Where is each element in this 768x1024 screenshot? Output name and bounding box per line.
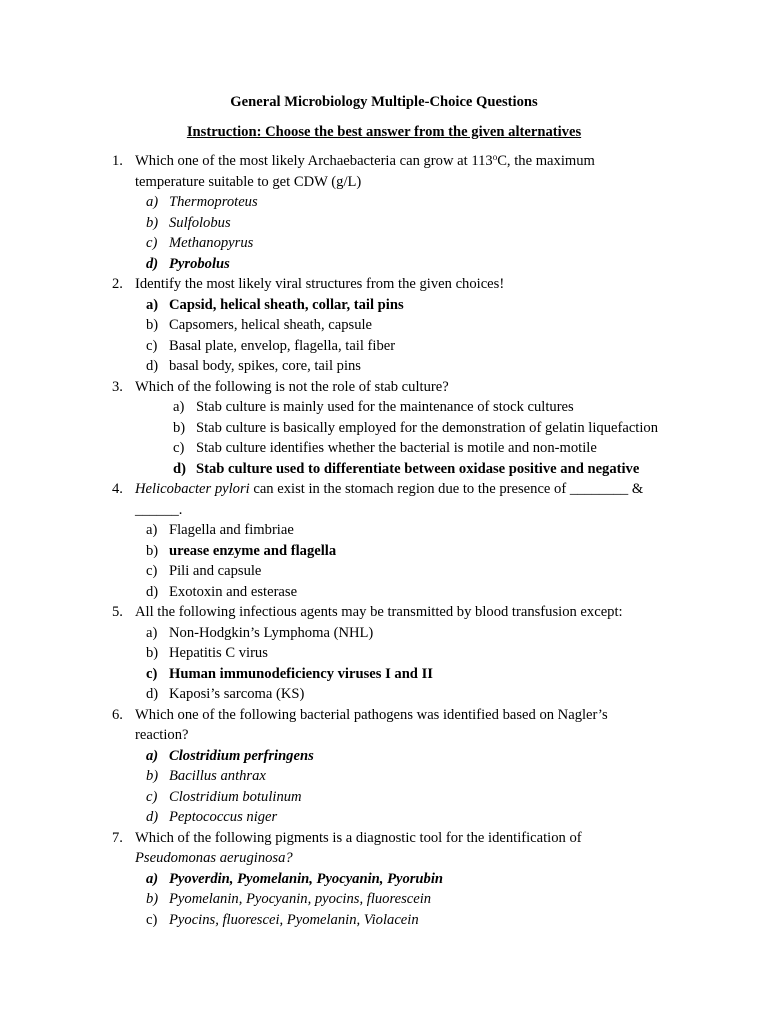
option-b: b) Bacillus anthrax	[146, 768, 266, 784]
option-b: b) Sulfolobus	[146, 214, 231, 231]
option-c: c) Methanopyrus	[146, 235, 254, 251]
question-7	[0, 828, 768, 931]
option-b: b) Hepatitis C virus	[146, 645, 268, 661]
option-c: c) Basal plate, envelop, flagella, tail fiber	[146, 337, 396, 354]
option-a: a) Flagella and fimbriae	[146, 522, 294, 538]
question-text: All the following infectious agents may be transmitted by blood transfusion except:	[135, 604, 623, 620]
question-number: 6.	[112, 706, 123, 723]
option-b: b) Capsomers, helical sheath, capsule	[146, 317, 373, 333]
option-a-answer: a) Pyoverdin, Pyomelanin, Pyocyanin, Pyorubin	[146, 870, 444, 887]
question-text-continued: temperature suitable to get CDW (g/L)	[135, 173, 362, 190]
question-5	[0, 602, 768, 705]
degree-superscript: o	[492, 152, 498, 162]
question-text: Helicobacter pylori can exist in the stomach region due to the presence of ________ &	[135, 481, 644, 497]
option-a-answer: a) Capsid, helical sheath, collar, tail pins	[146, 296, 404, 313]
question-text-continued: reaction?	[135, 727, 189, 743]
question-6	[0, 705, 768, 828]
question-number: 7.	[112, 829, 123, 846]
option-a-answer: a) Clostridium perfringens	[146, 747, 314, 764]
question-text-continued: ______.	[135, 501, 183, 518]
option-a: a) Thermoproteus	[146, 194, 258, 210]
option-d-answer: d) Stab culture used to differentiate between oxidase positive and negative	[173, 460, 640, 477]
option-a: a) Stab culture is mainly used for the maintenance of stock cultures	[173, 399, 574, 415]
option-c: c) Pili and capsule	[146, 563, 262, 579]
question-number: 3.	[112, 378, 123, 395]
option-d-answer: d) Pyrobolus	[146, 255, 230, 272]
question-text: Which one of the most likely Archaebacteria can grow at 113$^o$C, the maximum	[135, 152, 595, 169]
question-2	[0, 274, 768, 377]
question-4	[0, 479, 768, 602]
question-1	[0, 151, 768, 274]
option-c-answer: c) Human immunodeficiency viruses I and II	[146, 665, 433, 682]
question-list	[0, 151, 768, 930]
instruction-line: Instruction: Choose the best answer from the given alternatives	[186, 124, 582, 140]
question-3	[0, 377, 768, 480]
question-text: Which one of the following bacterial pathogens was identified based on Nagler’s	[135, 706, 608, 723]
question-number: 4.	[112, 481, 123, 497]
option-b: b) Pyomelanin, Pyocyanin, pyocins, fluorescein	[146, 891, 432, 907]
option-a: a) Non-Hodgkin’s Lymphoma (NHL)	[146, 624, 374, 641]
question-text: Identify the most likely viral structures from the given choices!	[135, 276, 505, 292]
question-number: 1.	[112, 153, 123, 169]
option-b: b) Stab culture is basically employed for the demonstration of gelatin liquefaction	[173, 419, 659, 436]
option-d: d) Peptococcus niger	[146, 809, 278, 825]
option-b-answer: b) urease enzyme and flagella	[146, 542, 337, 559]
question-text-continued: Pseudomonas aeruginosa?	[135, 850, 293, 866]
option-d: d) basal body, spikes, core, tail pins	[146, 358, 361, 374]
question-number: 5.	[112, 604, 123, 620]
question-number: 2.	[112, 276, 123, 292]
question-text: Which of the following pigments is a diagnostic tool for the identification of	[135, 829, 582, 846]
question-text: Which of the following is not the role of stab culture?	[135, 378, 449, 395]
option-d: d) Exotoxin and esterase	[146, 583, 298, 600]
option-d: d) Kaposi’s sarcoma (KS)	[146, 686, 305, 702]
option-c: c) Clostridium botulinum	[146, 788, 302, 805]
option-c: c) Pyocins, fluorescei, Pyomelanin, Violacein	[146, 911, 419, 928]
option-c: c) Stab culture identifies whether the bacterial is motile and non-motile	[173, 440, 597, 456]
document-title: General Microbiology Multiple-Choice Questions	[230, 94, 538, 110]
